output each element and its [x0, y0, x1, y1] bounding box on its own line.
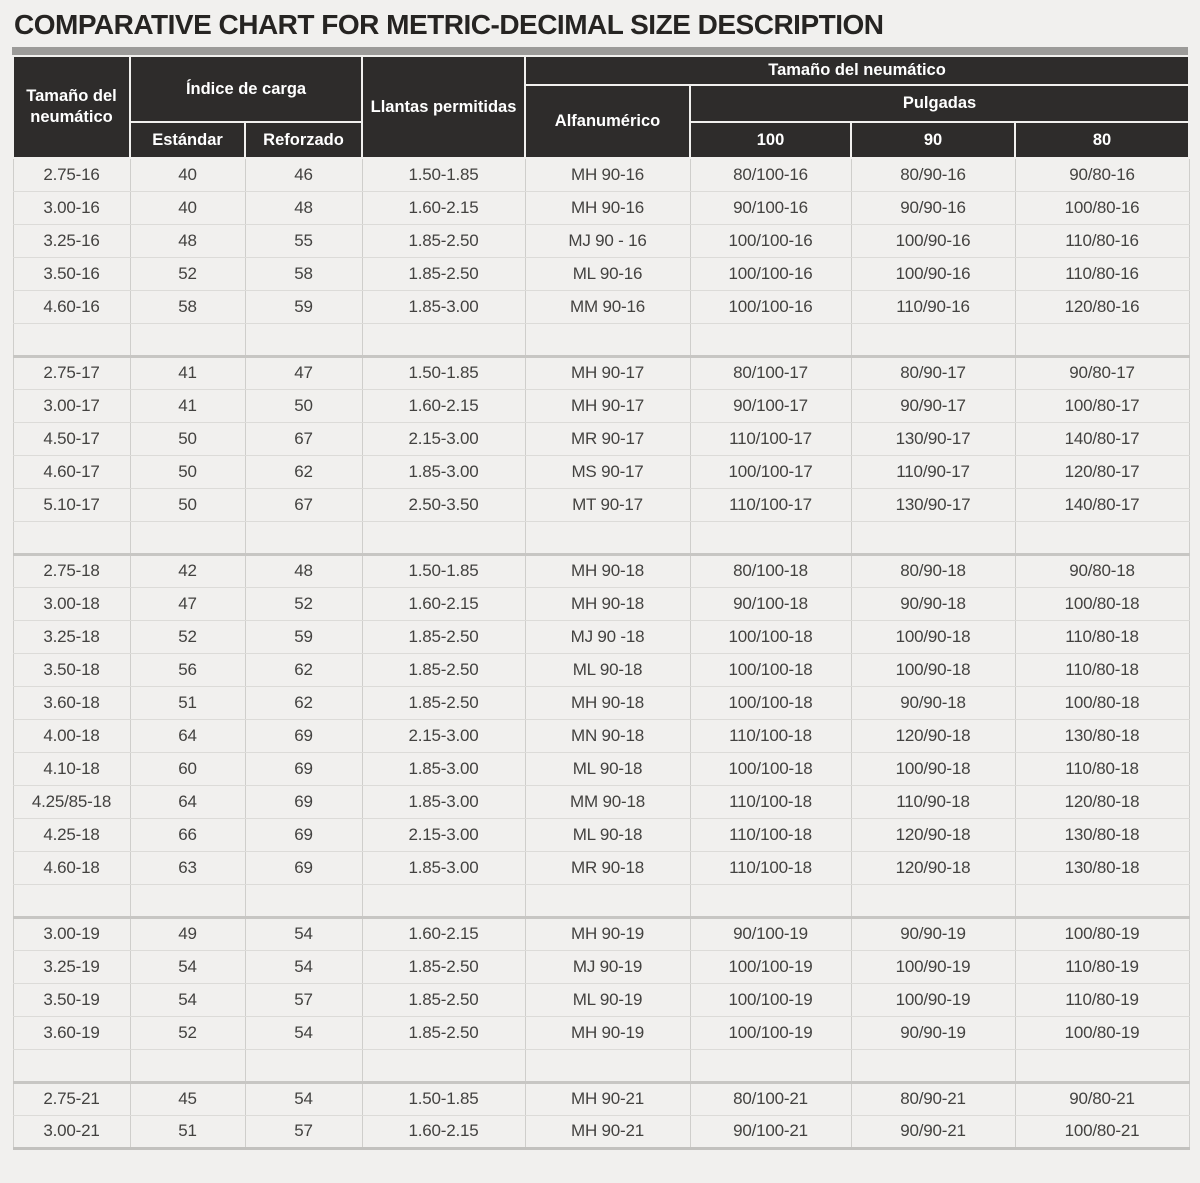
table-cell: 120/80-16	[1015, 290, 1189, 323]
table-cell: 130/90-17	[851, 488, 1015, 521]
table-cell: ML 90-18	[525, 653, 690, 686]
table-cell: 48	[245, 554, 362, 587]
table-cell: 1.85-2.50	[362, 224, 525, 257]
table-cell: 90/90-16	[851, 191, 1015, 224]
table-cell: 3.00-19	[13, 917, 130, 950]
table-cell: 100/100-16	[690, 224, 851, 257]
table-cell: MT 90-17	[525, 488, 690, 521]
header-alphanumeric: Alfanumérico	[525, 85, 690, 158]
table-cell: 1.50-1.85	[362, 158, 525, 191]
table-cell: 80/100-16	[690, 158, 851, 191]
separator-cell	[1015, 323, 1189, 356]
table-cell: 90/90-17	[851, 389, 1015, 422]
table-cell: 3.25-19	[13, 950, 130, 983]
table-cell: 100/90-18	[851, 653, 1015, 686]
table-cell: 54	[245, 1082, 362, 1115]
table-cell: 4.00-18	[13, 719, 130, 752]
table-cell: 140/80-17	[1015, 422, 1189, 455]
table-cell: 1.60-2.15	[362, 191, 525, 224]
separator-cell	[1015, 1049, 1189, 1082]
table-cell: MJ 90 -18	[525, 620, 690, 653]
table-cell: 110/90-17	[851, 455, 1015, 488]
table-cell: 110/80-16	[1015, 224, 1189, 257]
table-row	[13, 290, 1189, 323]
table-cell: 100/100-19	[690, 950, 851, 983]
table-cell: 90/90-18	[851, 686, 1015, 719]
table-cell: 1.85-3.00	[362, 752, 525, 785]
table-cell: 90/80-21	[1015, 1082, 1189, 1115]
table-cell: 48	[245, 191, 362, 224]
table-cell: 4.60-16	[13, 290, 130, 323]
table-cell: 54	[130, 950, 245, 983]
table-row	[13, 587, 1189, 620]
table-cell: 69	[245, 785, 362, 818]
separator-cell	[245, 323, 362, 356]
table-cell: 80/90-16	[851, 158, 1015, 191]
table-cell: 47	[130, 587, 245, 620]
table-body	[13, 158, 1189, 1148]
separator-cell	[13, 1049, 130, 1082]
separator-cell	[13, 521, 130, 554]
table-cell: 90/80-17	[1015, 356, 1189, 389]
separator-cell	[362, 1049, 525, 1082]
separator-cell	[525, 884, 690, 917]
table-cell: MH 90-18	[525, 587, 690, 620]
header-inch-100: 100	[690, 122, 851, 158]
table-cell: ML 90-16	[525, 257, 690, 290]
table-cell: 120/90-18	[851, 719, 1015, 752]
table-cell: 2.75-21	[13, 1082, 130, 1115]
table-cell: 100/100-18	[690, 620, 851, 653]
table-cell: 2.75-16	[13, 158, 130, 191]
table-cell: ML 90-19	[525, 983, 690, 1016]
table-cell: 100/90-19	[851, 950, 1015, 983]
table-cell: MH 90-21	[525, 1082, 690, 1115]
table-cell: MH 90-17	[525, 389, 690, 422]
table-cell: 100/100-18	[690, 752, 851, 785]
table-cell: 1.85-2.50	[362, 686, 525, 719]
table-cell: 42	[130, 554, 245, 587]
table-cell: 90/100-21	[690, 1115, 851, 1148]
table-cell: 110/100-18	[690, 719, 851, 752]
table-cell: 58	[245, 257, 362, 290]
table-cell: 1.85-2.50	[362, 950, 525, 983]
table-cell: 51	[130, 1115, 245, 1148]
table-cell: 1.85-3.00	[362, 455, 525, 488]
table-cell: 40	[130, 191, 245, 224]
table-cell: 69	[245, 752, 362, 785]
table-cell: 4.10-18	[13, 752, 130, 785]
table-cell: MM 90-16	[525, 290, 690, 323]
table-cell: 3.00-17	[13, 389, 130, 422]
table-cell: 4.25/85-18	[13, 785, 130, 818]
table-cell: 90/90-19	[851, 1016, 1015, 1049]
table-cell: 90/80-18	[1015, 554, 1189, 587]
table-cell: 90/100-16	[690, 191, 851, 224]
table-cell: 3.25-18	[13, 620, 130, 653]
table-cell: 110/100-18	[690, 818, 851, 851]
table-cell: 50	[245, 389, 362, 422]
table-row	[13, 950, 1189, 983]
table-cell: 100/80-17	[1015, 389, 1189, 422]
table-cell: 2.15-3.00	[362, 818, 525, 851]
table-cell: 100/100-19	[690, 983, 851, 1016]
table-row	[13, 1082, 1189, 1115]
table-row	[13, 224, 1189, 257]
table-cell: 46	[245, 158, 362, 191]
table-cell: 100/100-17	[690, 455, 851, 488]
table-row	[13, 1016, 1189, 1049]
table-cell: 52	[130, 257, 245, 290]
table-cell: 3.50-18	[13, 653, 130, 686]
table-cell: MN 90-18	[525, 719, 690, 752]
table-cell: 140/80-17	[1015, 488, 1189, 521]
separator-cell	[130, 323, 245, 356]
table-cell: MR 90-17	[525, 422, 690, 455]
table-cell: MS 90-17	[525, 455, 690, 488]
header-tire-size-metric: Tamaño del neumático	[13, 56, 130, 158]
table-cell: 110/100-18	[690, 785, 851, 818]
table-cell: 1.60-2.15	[362, 1115, 525, 1148]
table-cell: 100/80-19	[1015, 1016, 1189, 1049]
header-inch-80: 80	[1015, 122, 1189, 158]
table-cell: MM 90-18	[525, 785, 690, 818]
table-cell: 100/90-16	[851, 224, 1015, 257]
table-row	[13, 851, 1189, 884]
page-title: COMPARATIVE CHART FOR METRIC-DECIMAL SIZE DESCRIPTION	[14, 9, 884, 40]
separator-cell	[130, 884, 245, 917]
header-load-index: Índice de carga	[130, 56, 362, 122]
table-cell: 67	[245, 488, 362, 521]
table-row	[13, 686, 1189, 719]
separator-cell	[851, 521, 1015, 554]
separator-cell	[245, 884, 362, 917]
table-cell: 100/80-21	[1015, 1115, 1189, 1148]
table-cell: 4.25-18	[13, 818, 130, 851]
table-cell: 45	[130, 1082, 245, 1115]
table-cell: 50	[130, 455, 245, 488]
table-cell: 41	[130, 356, 245, 389]
table-cell: 80/90-21	[851, 1082, 1015, 1115]
table-cell: 1.50-1.85	[362, 356, 525, 389]
header-inch-90: 90	[851, 122, 1015, 158]
header-row-1	[13, 56, 1189, 85]
table-cell: 100/80-18	[1015, 587, 1189, 620]
table-cell: 55	[245, 224, 362, 257]
table-cell: 120/80-17	[1015, 455, 1189, 488]
table-cell: 62	[245, 686, 362, 719]
table-cell: 3.50-19	[13, 983, 130, 1016]
table-cell: 47	[245, 356, 362, 389]
table-cell: 90/90-19	[851, 917, 1015, 950]
table-cell: 110/80-16	[1015, 257, 1189, 290]
table-cell: MH 90-19	[525, 1016, 690, 1049]
table-cell: 54	[245, 917, 362, 950]
table-cell: 60	[130, 752, 245, 785]
table-cell: 130/80-18	[1015, 851, 1189, 884]
table-cell: 1.85-2.50	[362, 257, 525, 290]
group-separator-row	[13, 323, 1189, 356]
table-cell: 67	[245, 422, 362, 455]
header-reinforced: Reforzado	[245, 122, 362, 158]
table-cell: 3.00-16	[13, 191, 130, 224]
table-cell: 64	[130, 719, 245, 752]
separator-cell	[245, 521, 362, 554]
separator-cell	[362, 521, 525, 554]
table-cell: 100/80-16	[1015, 191, 1189, 224]
table-cell: MH 90-19	[525, 917, 690, 950]
table-cell: 90/90-21	[851, 1115, 1015, 1148]
table-cell: 4.60-18	[13, 851, 130, 884]
table-cell: MJ 90-19	[525, 950, 690, 983]
table-cell: 90/100-17	[690, 389, 851, 422]
table-cell: 1.85-2.50	[362, 1016, 525, 1049]
header-tire-size: Tamaño del neumático	[525, 56, 1189, 85]
table-row	[13, 422, 1189, 455]
separator-cell	[690, 884, 851, 917]
table-cell: 80/100-17	[690, 356, 851, 389]
table-cell: 110/90-16	[851, 290, 1015, 323]
table-row	[13, 1115, 1189, 1148]
comparison-table-wrap	[12, 47, 1188, 1150]
table-row	[13, 917, 1189, 950]
table-cell: 80/100-21	[690, 1082, 851, 1115]
table-cell: 100/100-18	[690, 653, 851, 686]
separator-cell	[362, 323, 525, 356]
group-separator-row	[13, 1049, 1189, 1082]
header-inches: Pulgadas	[690, 85, 1189, 122]
group-separator-row	[13, 521, 1189, 554]
table-cell: 110/80-18	[1015, 653, 1189, 686]
table-cell: 120/80-18	[1015, 785, 1189, 818]
table-cell: MH 90-16	[525, 158, 690, 191]
table-cell: 100/80-19	[1015, 917, 1189, 950]
table-cell: 100/90-18	[851, 620, 1015, 653]
table-cell: 51	[130, 686, 245, 719]
table-cell: 1.85-3.00	[362, 290, 525, 323]
table-cell: 59	[245, 290, 362, 323]
table-cell: 3.60-18	[13, 686, 130, 719]
table-cell: 41	[130, 389, 245, 422]
table-row	[13, 719, 1189, 752]
table-cell: 90/80-16	[1015, 158, 1189, 191]
table-cell: 2.75-17	[13, 356, 130, 389]
table-cell: MH 90-17	[525, 356, 690, 389]
table-row	[13, 389, 1189, 422]
table-row	[13, 983, 1189, 1016]
table-cell: 58	[130, 290, 245, 323]
table-cell: 1.85-3.00	[362, 785, 525, 818]
table-cell: 1.60-2.15	[362, 389, 525, 422]
table-cell: 100/90-16	[851, 257, 1015, 290]
separator-cell	[851, 884, 1015, 917]
separator-cell	[1015, 884, 1189, 917]
table-cell: ML 90-18	[525, 818, 690, 851]
separator-cell	[525, 521, 690, 554]
table-cell: 1.85-2.50	[362, 983, 525, 1016]
table-row	[13, 818, 1189, 851]
table-cell: 57	[245, 1115, 362, 1148]
table-cell: 1.60-2.15	[362, 587, 525, 620]
table-top-bar	[12, 47, 1188, 55]
table-cell: 130/90-17	[851, 422, 1015, 455]
separator-cell	[362, 884, 525, 917]
separator-cell	[690, 1049, 851, 1082]
table-cell: 4.60-17	[13, 455, 130, 488]
group-separator-row	[13, 884, 1189, 917]
table-cell: 90/100-19	[690, 917, 851, 950]
header-rims-allowed: Llantas permitidas	[362, 56, 525, 158]
table-cell: 69	[245, 818, 362, 851]
table-cell: MJ 90 - 16	[525, 224, 690, 257]
table-cell: MH 90-21	[525, 1115, 690, 1148]
table-row	[13, 356, 1189, 389]
table-cell: 130/80-18	[1015, 818, 1189, 851]
table-cell: ML 90-18	[525, 752, 690, 785]
table-cell: 56	[130, 653, 245, 686]
table-cell: 90/90-18	[851, 587, 1015, 620]
separator-cell	[525, 323, 690, 356]
table-cell: 1.60-2.15	[362, 917, 525, 950]
table-row	[13, 191, 1189, 224]
table-cell: 3.25-16	[13, 224, 130, 257]
separator-cell	[1015, 521, 1189, 554]
table-cell: 120/90-18	[851, 818, 1015, 851]
table-cell: 3.60-19	[13, 1016, 130, 1049]
table-cell: 2.75-18	[13, 554, 130, 587]
table-row	[13, 752, 1189, 785]
table-row	[13, 488, 1189, 521]
table-cell: 130/80-18	[1015, 719, 1189, 752]
table-cell: 1.85-3.00	[362, 851, 525, 884]
table-row	[13, 257, 1189, 290]
separator-cell	[130, 1049, 245, 1082]
table-cell: 54	[245, 950, 362, 983]
separator-cell	[130, 521, 245, 554]
table-cell: 49	[130, 917, 245, 950]
table-header	[13, 56, 1189, 158]
separator-cell	[13, 323, 130, 356]
table-cell: 48	[130, 224, 245, 257]
separator-cell	[851, 323, 1015, 356]
table-cell: 90/100-18	[690, 587, 851, 620]
table-cell: 1.50-1.85	[362, 554, 525, 587]
separator-cell	[690, 323, 851, 356]
table-cell: 64	[130, 785, 245, 818]
table-cell: MR 90-18	[525, 851, 690, 884]
table-row	[13, 785, 1189, 818]
table-cell: 3.00-18	[13, 587, 130, 620]
table-cell: 110/80-18	[1015, 752, 1189, 785]
table-cell: 110/80-19	[1015, 983, 1189, 1016]
table-cell: 100/100-18	[690, 686, 851, 719]
table-cell: 54	[245, 1016, 362, 1049]
table-cell: 50	[130, 488, 245, 521]
separator-cell	[690, 521, 851, 554]
table-cell: 1.85-2.50	[362, 620, 525, 653]
table-cell: 100/100-16	[690, 290, 851, 323]
table-cell: 110/80-19	[1015, 950, 1189, 983]
table-cell: 80/90-18	[851, 554, 1015, 587]
table-cell: MH 90-16	[525, 191, 690, 224]
table-cell: 54	[130, 983, 245, 1016]
table-cell: 2.50-3.50	[362, 488, 525, 521]
separator-cell	[525, 1049, 690, 1082]
table-row	[13, 554, 1189, 587]
table-cell: 5.10-17	[13, 488, 130, 521]
table-cell: 100/100-19	[690, 1016, 851, 1049]
table-cell: 62	[245, 653, 362, 686]
table-cell: 100/80-18	[1015, 686, 1189, 719]
table-cell: 2.15-3.00	[362, 719, 525, 752]
table-cell: 57	[245, 983, 362, 1016]
separator-cell	[851, 1049, 1015, 1082]
comparison-table	[12, 55, 1190, 1150]
table-cell: 100/100-16	[690, 257, 851, 290]
table-cell: 100/90-18	[851, 752, 1015, 785]
table-cell: 3.50-16	[13, 257, 130, 290]
table-cell: 66	[130, 818, 245, 851]
table-row	[13, 653, 1189, 686]
table-row	[13, 158, 1189, 191]
table-row	[13, 455, 1189, 488]
table-cell: 69	[245, 851, 362, 884]
table-cell: 110/90-18	[851, 785, 1015, 818]
table-cell: 110/100-17	[690, 422, 851, 455]
table-cell: 3.00-21	[13, 1115, 130, 1148]
table-cell: 62	[245, 455, 362, 488]
table-cell: 110/100-18	[690, 851, 851, 884]
header-standard: Estándar	[130, 122, 245, 158]
table-cell: 1.85-2.50	[362, 653, 525, 686]
separator-cell	[13, 884, 130, 917]
table-cell: 110/100-17	[690, 488, 851, 521]
table-cell: 4.50-17	[13, 422, 130, 455]
table-cell: 100/90-19	[851, 983, 1015, 1016]
table-cell: 50	[130, 422, 245, 455]
table-cell: 110/80-18	[1015, 620, 1189, 653]
table-cell: 52	[130, 1016, 245, 1049]
separator-cell	[245, 1049, 362, 1082]
table-cell: MH 90-18	[525, 686, 690, 719]
table-cell: 69	[245, 719, 362, 752]
table-cell: 80/90-17	[851, 356, 1015, 389]
table-cell: 1.50-1.85	[362, 1082, 525, 1115]
table-cell: 59	[245, 620, 362, 653]
table-cell: 40	[130, 158, 245, 191]
table-row	[13, 620, 1189, 653]
table-cell: MH 90-18	[525, 554, 690, 587]
table-cell: 2.15-3.00	[362, 422, 525, 455]
table-cell: 52	[245, 587, 362, 620]
table-cell: 52	[130, 620, 245, 653]
table-cell: 80/100-18	[690, 554, 851, 587]
table-cell: 63	[130, 851, 245, 884]
table-cell: 120/90-18	[851, 851, 1015, 884]
